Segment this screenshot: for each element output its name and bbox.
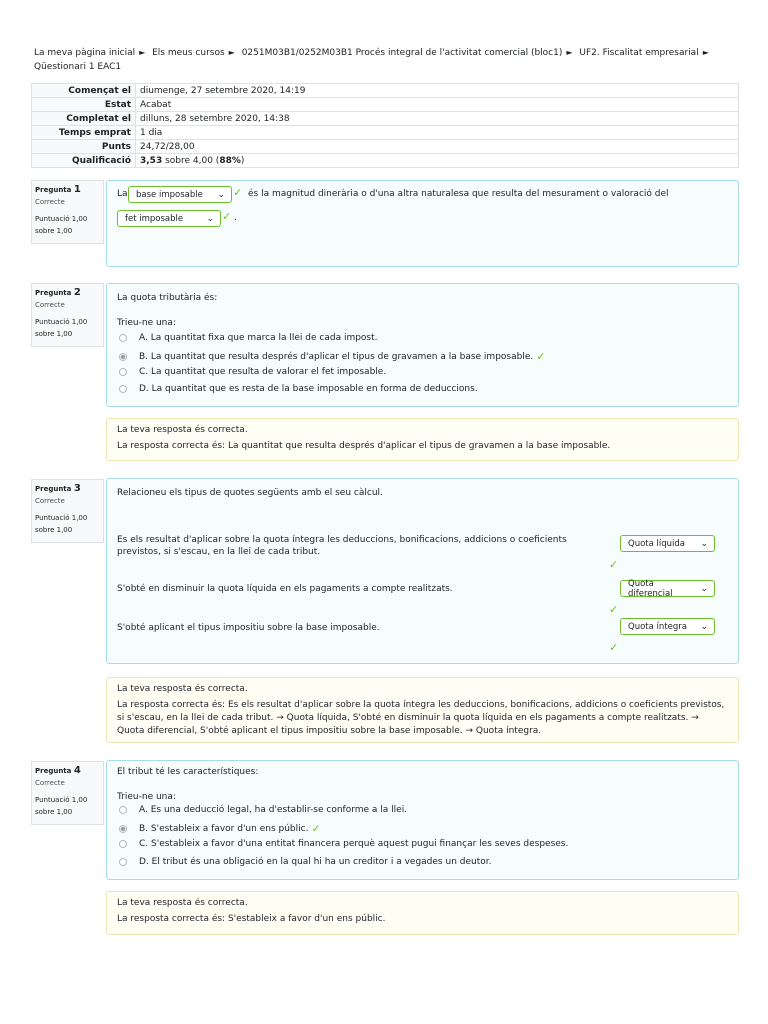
breadcrumb-quiz-link[interactable]: Qüestionari 1 EAC1 [34,62,122,72]
summary-row [32,140,739,154]
chevron-down-icon: ⌄ [700,583,708,594]
question-text: . [234,213,237,223]
question-score-max: sobre 1,00 [35,808,73,816]
option-label: A. Es una deducció legal, ha d'establir-se conforme a la llei. [139,805,408,815]
question-num: 3 [73,483,81,494]
question-label: Pregunta [35,767,72,775]
question-text: El tribut té les característiques: [117,767,259,777]
radio-button[interactable] [119,840,127,848]
option-label: C. S'estableix a favor d'una entitat financera perquè aquest pugui finançar les seves despeses. [139,839,569,849]
breadcrumb-section-link[interactable]: UF2. Fiscalitat empresarial [579,48,699,58]
grade-close: ) [240,155,245,166]
select-value: Quota líquida [628,538,685,549]
answer-option[interactable] [119,822,321,835]
answer-option[interactable] [119,839,568,849]
check-icon: ✓ [609,641,619,654]
question-score: Puntuació 1,00 [35,514,88,522]
answer-option[interactable] [119,857,491,867]
option-label: D. El tribut és una obligació en la qual hi ha un creditor i a vegades un deutor. [139,857,492,867]
breadcrumb [34,46,724,74]
grade-percent: 88% [219,155,241,166]
question-content [106,760,739,880]
radio-button[interactable] [119,334,127,342]
summary-value: 24,72/28,00 [136,140,739,154]
check-icon: ✓ [311,822,321,835]
breadcrumb-separator-icon: ► [702,48,709,57]
radio-button[interactable] [119,368,127,376]
option-label: B. S'estableix a favor d'un ens públic. [139,823,309,834]
question-score-max: sobre 1,00 [35,526,73,534]
radio-button[interactable] [119,385,127,393]
summary-row [32,126,739,140]
grade-max: sobre 4,00 ( [162,155,220,166]
question-score-max: sobre 1,00 [35,227,73,235]
question-score: Puntuació 1,00 [35,318,88,326]
feedback-status: La teva resposta és correcta. [117,684,248,694]
question-state: Correcte [35,497,65,505]
answer-option[interactable] [119,805,407,815]
answer-select[interactable] [128,186,232,203]
question-label: Pregunta [35,186,72,194]
radio-button[interactable] [119,858,127,866]
question-info [31,479,104,543]
match-select[interactable] [620,618,715,635]
breadcrumb-courses-link[interactable]: Els meus cursos [152,48,225,58]
summary-key: Qualificació [32,154,136,168]
summary-row [32,98,739,112]
correct-answer-text: La resposta correcta és: La quantitat que resulta després d'aplicar el tipus de gravamen a la base imposable. [117,441,611,451]
option-label: C. La quantitat que resulta de valorar el fet imposable. [139,367,387,377]
feedback-box [106,677,739,743]
feedback-status: La teva resposta és correcta. [117,898,248,908]
feedback-box [106,418,739,461]
feedback-status: La teva resposta és correcta. [117,425,248,435]
question-num: 4 [73,765,81,776]
breadcrumb-course-link[interactable]: 0251M03B1/0252M03B1 Procés integral de l'activitat comercial (bloc1) [241,48,563,58]
summary-value: 1 dia [136,126,739,140]
question-state: Correcte [35,779,65,787]
breadcrumb-separator-icon: ► [139,48,146,57]
question-state: Correcte [35,301,65,309]
correct-answer-text: La resposta correcta és: S'estableix a favor d'un ens públic. [117,914,386,924]
match-select[interactable] [620,535,715,552]
chevron-down-icon: ⌄ [217,189,225,200]
radio-button[interactable] [119,825,127,833]
answer-option[interactable] [119,367,386,377]
question-text: La [117,189,128,199]
question-num: 2 [73,287,81,298]
question-label: Pregunta [35,485,72,493]
summary-row [32,112,739,126]
chevron-down-icon: ⌄ [206,213,214,224]
question-text: La quota tributària és: [117,293,218,303]
option-label: A. La quantitat fixa que marca la llei de cada impost. [139,333,378,343]
select-value: base imposable [136,189,203,200]
choose-prompt: Trieu-ne una: [117,792,176,802]
feedback-box [106,891,739,935]
question-info [31,283,104,347]
question-label: Pregunta [35,289,72,297]
answer-option[interactable] [119,384,478,394]
question-state: Correcte [35,198,65,206]
match-stem: Es els resultat d'aplicar sobre la quota íntegra les deduccions, bonificacions, addicions o coeficients previstos, si s'escau, en la llei de cada tribut. [117,535,567,557]
question-number [35,483,100,495]
question-text: Relacioneu els tipus de quotes següents amb el seu càlcul. [117,488,383,498]
question-number [35,287,100,299]
check-icon: ✓ [609,603,619,616]
summary-key: Començat el [32,84,136,98]
breadcrumb-separator-icon: ► [566,48,573,57]
question-score: Puntuació 1,00 [35,215,88,223]
attempt-summary-table [31,83,739,168]
question-number [35,184,100,196]
select-value: Quota diferencial [628,578,673,599]
summary-value: Acabat [136,98,739,112]
breadcrumb-separator-icon: ► [228,48,235,57]
radio-button[interactable] [119,806,127,814]
match-stem: S'obté aplicant el tipus impositiu sobre la base imposable. [117,623,380,633]
question-num: 1 [73,184,81,195]
select-value: fet imposable [125,213,184,224]
question-score: Puntuació 1,00 [35,796,88,804]
summary-key: Completat el [32,112,136,126]
question-score-max: sobre 1,00 [35,330,73,338]
match-select[interactable] [620,580,715,597]
question-info [31,180,104,244]
check-icon: ✓ [222,210,232,223]
radio-button[interactable] [119,353,127,361]
summary-value: dilluns, 28 setembre 2020, 14:38 [136,112,739,126]
question-number [35,765,100,777]
breadcrumb-home-link[interactable]: La meva pàgina inicial [34,48,136,58]
option-label: D. La quantitat que es resta de la base imposable en forma de deduccions. [139,384,478,394]
summary-key: Estat [32,98,136,112]
check-icon: ✓ [609,558,619,571]
grade-score: 3,53 [140,155,163,166]
correct-answer-text: La resposta correcta és: Es els resultat d'aplicar sobre la quota íntegra les deduccions, bonificacions, addicions o coeficients previstos, si s'escau, en la llei de cada tribut. → Quota líquida, S'obté en disminuir la quota líquida en els pagaments a compte realitzats. → Quota diferencial, S'obté aplicant el tipus impositiu sobre la base imposable. → Quota íntegra. [117,700,725,736]
question-info [31,761,104,825]
summary-row [32,84,739,98]
summary-row [32,154,739,168]
check-icon: ✓ [536,350,546,363]
match-stem: S'obté en disminuir la quota líquida en els pagaments a compte realitzats. [117,584,453,594]
answer-select[interactable] [117,210,221,227]
chevron-down-icon: ⌄ [700,621,708,632]
question-content [106,283,739,407]
check-icon: ✓ [233,186,243,199]
summary-key: Temps emprat [32,126,136,140]
summary-key: Punts [32,140,136,154]
choose-prompt: Trieu-ne una: [117,318,176,328]
select-value: Quota íntegra [628,621,687,632]
question-content [106,180,739,267]
summary-value: diumenge, 27 setembre 2020, 14:19 [136,84,739,98]
answer-option[interactable] [119,350,545,363]
grade-value [136,154,739,168]
chevron-down-icon: ⌄ [700,538,708,549]
question-text: és la magnitud dinerària o d'una altra naturalesa que resulta del mesurament o valoració del [248,189,669,199]
option-label: B. La quantitat que resulta després d'aplicar el tipus de gravamen a la base imposable. [139,351,534,362]
question-content [106,478,739,664]
answer-option[interactable] [119,333,378,343]
